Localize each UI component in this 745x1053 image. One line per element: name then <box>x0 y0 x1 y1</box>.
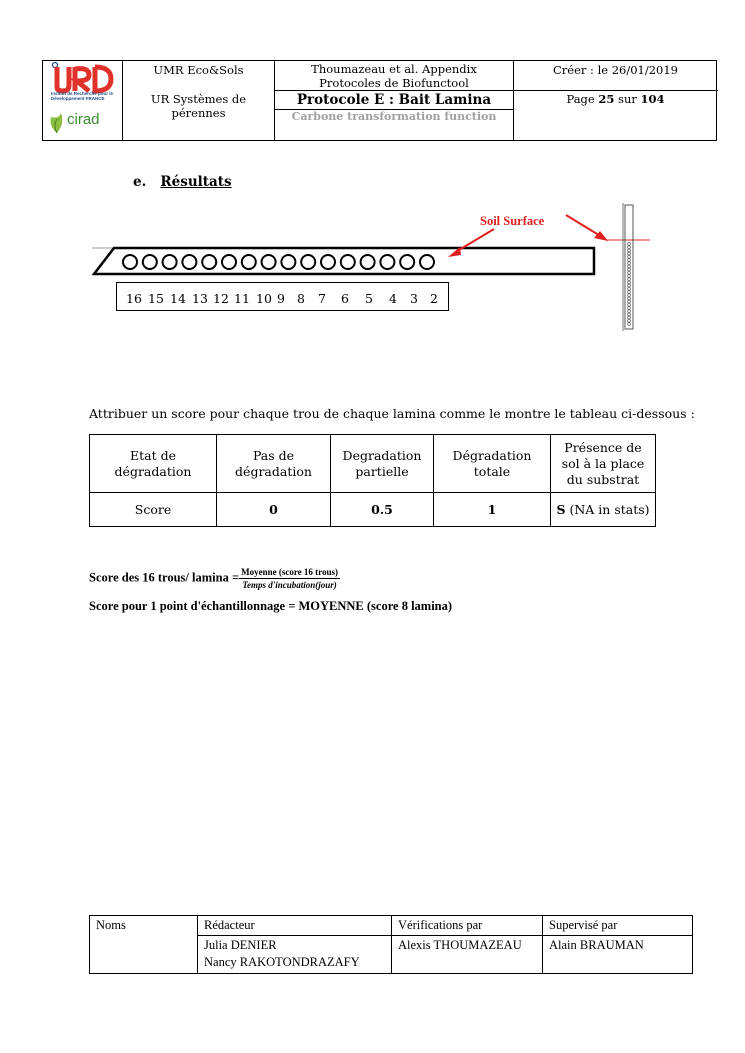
lamina-hole <box>262 255 276 269</box>
hole-number: 5 <box>365 291 373 306</box>
lamina-hole <box>163 255 177 269</box>
soil-arrow-right <box>566 215 602 237</box>
table-cell: 0.5 <box>331 493 434 527</box>
vertical-lamina-hole <box>628 281 631 284</box>
header-protocols: Protocoles de Biofunctool <box>319 76 469 90</box>
formula-sampling-point: Score pour 1 point d'échantillonnage = MOYENNE (score 8 lamina) <box>89 599 453 613</box>
vertical-lamina-hole <box>628 294 631 297</box>
vertical-lamina-hole <box>628 278 631 281</box>
page-prefix: Page <box>566 92 595 106</box>
formula-numerator: Moyenne (score 16 trous) <box>241 567 338 577</box>
table-header-cell: Supervisé par <box>543 916 693 936</box>
vertical-lamina-hole <box>628 275 631 278</box>
table-cell <box>198 936 392 974</box>
header-unit-2: UR Systèmes de pérennes <box>150 92 247 120</box>
vertical-lamina-hole <box>628 300 631 303</box>
hole-number: 6 <box>341 291 349 306</box>
score-table <box>89 434 656 527</box>
table-cell <box>551 493 656 527</box>
table-header-cell: Pas de dégradation <box>217 435 331 493</box>
table-cell: Alain BRAUMAN <box>543 936 693 974</box>
vertical-lamina-hole <box>628 249 631 252</box>
vertical-lamina-hole <box>628 262 631 265</box>
vertical-lamina-hole <box>628 319 631 322</box>
vertical-lamina-hole <box>628 303 631 306</box>
vertical-lamina-hole <box>628 243 631 246</box>
lamina-hole <box>380 255 394 269</box>
signature-table <box>89 915 693 974</box>
lamina-hole <box>301 255 315 269</box>
cirad-logo <box>47 111 119 137</box>
vertical-lamina-hole <box>628 313 631 316</box>
header-authors: Thoumazeau et al. Appendix <box>311 62 477 76</box>
lamina-hole <box>400 255 414 269</box>
table-cell: 1 <box>434 493 551 527</box>
table-cell: Score <box>90 493 217 527</box>
formula-prefix: Score des 16 trous/ lamina = <box>89 570 240 585</box>
lamina-hole <box>182 255 196 269</box>
hole-number: 13 <box>192 291 208 306</box>
lamina-hole <box>341 255 355 269</box>
vertical-lamina-hole <box>628 268 631 271</box>
cirad-logo-text: cirad <box>67 111 100 128</box>
hole-number: 9 <box>277 291 285 306</box>
hole-number: 7 <box>318 291 326 306</box>
lamina-hole <box>281 255 295 269</box>
lamina-hole <box>123 255 137 269</box>
vertical-lamina-hole <box>628 287 631 290</box>
table-header-cell: Etat de dégradation <box>90 435 217 493</box>
vertical-lamina-hole <box>628 246 631 249</box>
lamina-hole <box>361 255 375 269</box>
vertical-lamina-hole <box>628 252 631 255</box>
vertical-lamina-hole <box>628 310 631 313</box>
table-header-cell: Degradation partielle <box>331 435 434 493</box>
lamina-hole <box>143 255 157 269</box>
vertical-lamina-hole <box>628 255 631 258</box>
ird-logo-text: Institut de Recherche pour le Développement FRANCE <box>51 91 114 101</box>
table-row <box>90 493 656 527</box>
formula-denominator: Temps d'incubation(jour) <box>242 580 337 590</box>
table-cell: Alexis THOUMAZEAU <box>392 936 543 974</box>
section-heading <box>133 174 232 190</box>
header-created-date: Créer : le 26/01/2019 <box>552 63 678 77</box>
page-mid: sur <box>618 92 637 106</box>
hole-number: 3 <box>410 291 418 306</box>
header-unit-1: UMR Eco&Sols <box>153 63 244 77</box>
hole-number: 15 <box>148 291 164 306</box>
score-s: S <box>556 501 566 517</box>
table-row <box>90 916 693 936</box>
ird-logo <box>47 61 119 107</box>
lamina-hole <box>321 255 335 269</box>
table-header-cell: Noms <box>90 916 198 974</box>
vertical-lamina-hole <box>628 307 631 310</box>
vertical-lamina-hole <box>628 323 631 326</box>
vertical-lamina-holes <box>628 243 631 326</box>
lamina-hole <box>202 255 216 269</box>
lamina-hole <box>242 255 256 269</box>
header-protocol-title: Protocole E : Bait Lamina <box>296 92 492 108</box>
hole-number: 12 <box>213 291 229 306</box>
hole-number: 8 <box>297 291 305 306</box>
page-current: 25 <box>598 92 615 106</box>
header-page-number <box>514 92 717 106</box>
hole-number: 2 <box>430 291 438 306</box>
vertical-lamina-hole <box>628 284 631 287</box>
section-title: Résultats <box>160 174 232 190</box>
table-cell: 0 <box>217 493 331 527</box>
table-header-cell: Vérifications par <box>392 916 543 936</box>
vertical-lamina-hole <box>628 291 631 294</box>
table-header-cell: Rédacteur <box>198 916 392 936</box>
document-header <box>42 60 717 141</box>
header-divider <box>274 90 718 91</box>
lamina-holes <box>123 255 434 269</box>
vertical-lamina-hole <box>628 259 631 262</box>
table-header-cell: Présence de sol à la place du substrat <box>551 435 656 493</box>
score-s-note: (NA in stats) <box>569 501 650 517</box>
redacteur-name: Nancy RAKOTONDRAZAFY <box>204 955 360 969</box>
page-total: 104 <box>640 92 665 106</box>
instruction-text: Attribuer un score pour chaque trou de chaque lamina comme le montre le tableau ci-dessous : <box>89 406 695 421</box>
lamina-hole <box>222 255 236 269</box>
formula-fraction <box>239 566 340 591</box>
redacteur-name: Julia DENIER <box>204 938 277 952</box>
section-letter: e. <box>133 174 147 190</box>
hole-number: 14 <box>170 291 186 306</box>
hole-number: 11 <box>234 291 250 306</box>
hole-number: 4 <box>389 291 397 306</box>
hole-number: 10 <box>256 291 272 306</box>
hole-number: 16 <box>126 291 142 306</box>
formula-lamina <box>89 566 340 591</box>
soil-surface-label: Soil Surface <box>480 214 545 228</box>
bait-lamina-diagram <box>88 195 668 340</box>
vertical-lamina-hole <box>628 271 631 274</box>
vertical-lamina-hole <box>628 265 631 268</box>
vertical-lamina <box>625 205 633 329</box>
table-row <box>90 435 656 493</box>
vertical-lamina-hole <box>628 316 631 319</box>
header-protocol-subtitle: Carbone transformation function <box>291 110 497 123</box>
vertical-lamina-hole <box>628 297 631 300</box>
hole-number-box <box>116 282 449 311</box>
lamina-hole <box>420 255 434 269</box>
table-header-cell: Dégradation totale <box>434 435 551 493</box>
